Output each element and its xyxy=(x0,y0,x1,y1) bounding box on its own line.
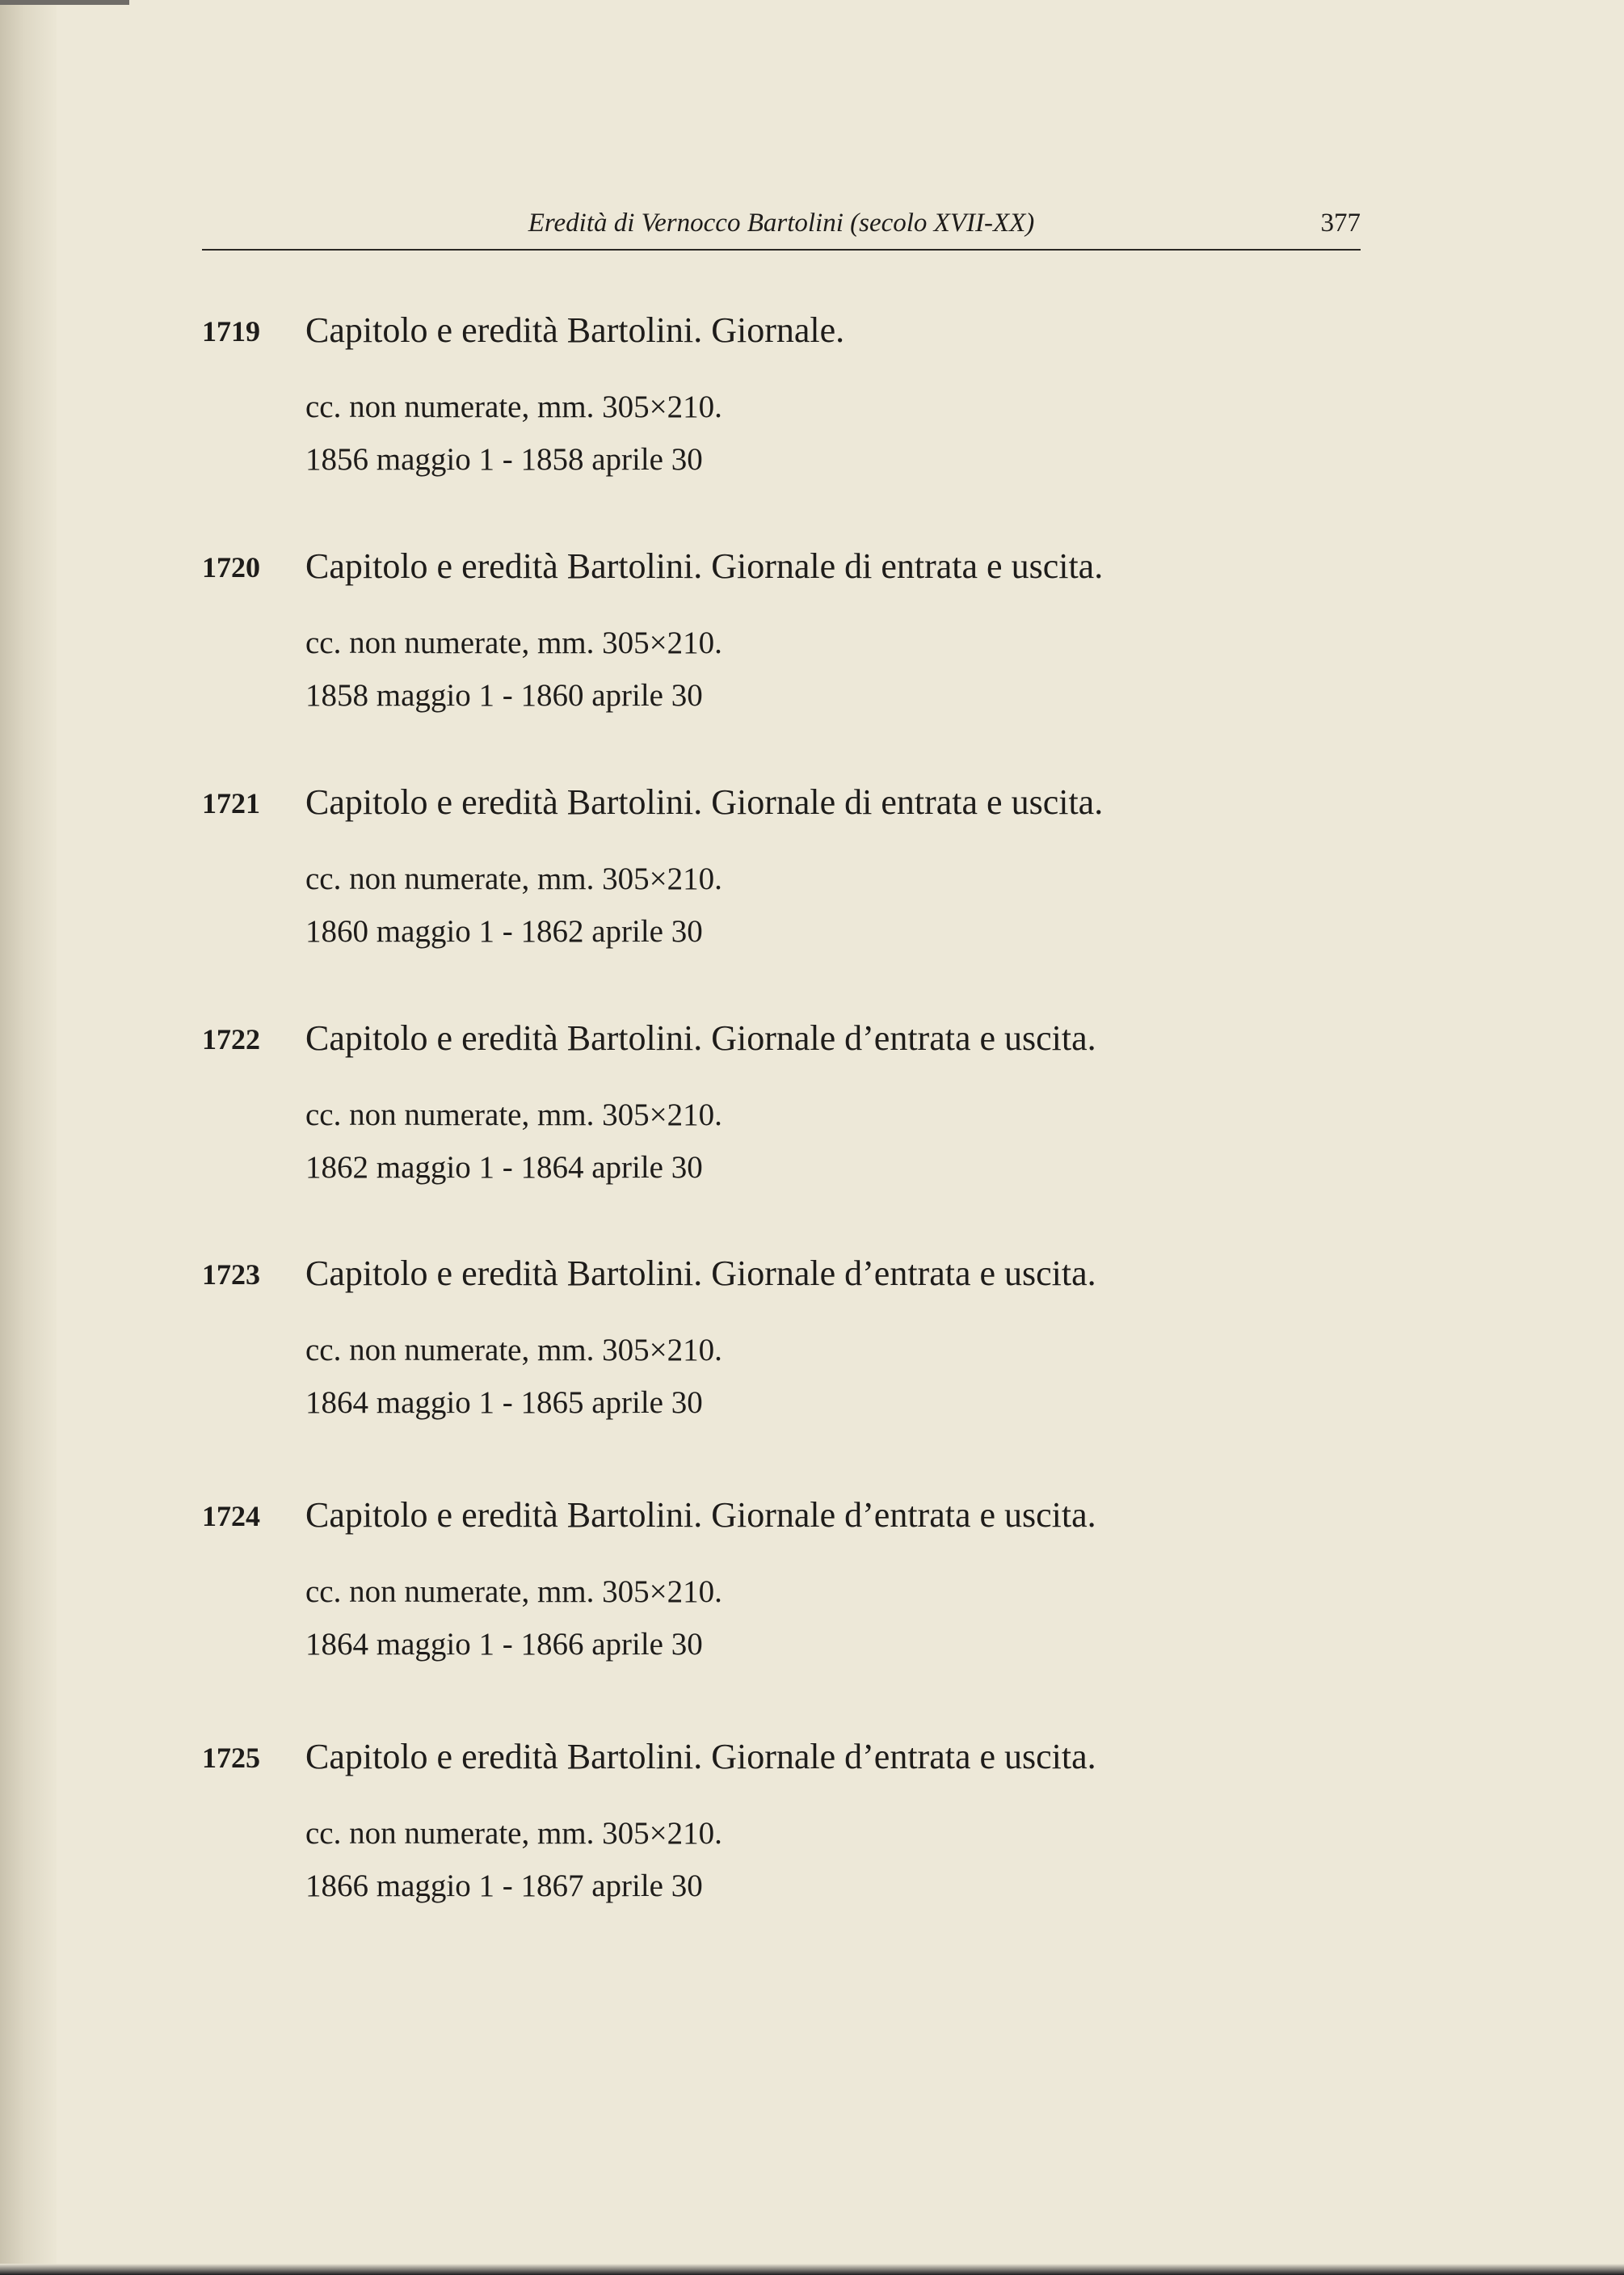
entry-dates: 1866 maggio 1 - 1867 aprile 30 xyxy=(305,1868,703,1903)
entry-number: 1722 xyxy=(202,1023,260,1055)
entry-description: cc. non numerate, mm. 305×210. xyxy=(305,1816,722,1851)
entry-description: cc. non numerate, mm. 305×210. xyxy=(305,626,722,660)
entry-description: cc. non numerate, mm. 305×210. xyxy=(305,1574,722,1609)
running-header xyxy=(202,209,1361,251)
running-title: Eredità di Vernocco Bartolini (secolo XVII-XX) xyxy=(528,209,1035,238)
entry-number: 1723 xyxy=(202,1258,260,1291)
entry-title: Capitolo e eredità Bartolini. Giornale di entrata e uscita. xyxy=(305,782,1104,822)
entry-description: cc. non numerate, mm. 305×210. xyxy=(305,1097,722,1132)
entry-number: 1721 xyxy=(202,787,260,819)
entry-number: 1725 xyxy=(202,1742,260,1774)
entry-description: cc. non numerate, mm. 305×210. xyxy=(305,390,722,424)
entry-dates: 1862 maggio 1 - 1864 aprile 30 xyxy=(305,1150,703,1185)
entry-dates: 1860 maggio 1 - 1862 aprile 30 xyxy=(305,914,703,949)
entry-number: 1720 xyxy=(202,551,260,583)
entry-dates: 1864 maggio 1 - 1865 aprile 30 xyxy=(305,1385,703,1420)
entry-title: Capitolo e eredità Bartolini. Giornale d’entrata e uscita. xyxy=(305,1495,1096,1535)
entry-title: Capitolo e eredità Bartolini. Giornale d’entrata e uscita. xyxy=(305,1737,1096,1776)
entry-description: cc. non numerate, mm. 305×210. xyxy=(305,1333,722,1367)
entry-dates: 1856 maggio 1 - 1858 aprile 30 xyxy=(305,442,703,477)
entry-number: 1719 xyxy=(202,315,260,348)
entry-title: Capitolo e eredità Bartolini. Giornale d’entrata e uscita. xyxy=(305,1018,1096,1058)
entry-title: Capitolo e eredità Bartolini. Giornale. xyxy=(305,310,845,350)
page-number: 377 xyxy=(1320,209,1361,238)
page-bottom-edge xyxy=(0,2264,1624,2275)
entry-number: 1724 xyxy=(202,1500,260,1532)
page-top-edge xyxy=(0,0,129,5)
entry-dates: 1858 maggio 1 - 1860 aprile 30 xyxy=(305,678,703,713)
entry-dates: 1864 maggio 1 - 1866 aprile 30 xyxy=(305,1627,703,1662)
entry-description: cc. non numerate, mm. 305×210. xyxy=(305,862,722,896)
binding-gutter xyxy=(0,0,57,2275)
entry-title: Capitolo e eredità Bartolini. Giornale di entrata e uscita. xyxy=(305,546,1104,586)
entry-title: Capitolo e eredità Bartolini. Giornale d’entrata e uscita. xyxy=(305,1253,1096,1293)
